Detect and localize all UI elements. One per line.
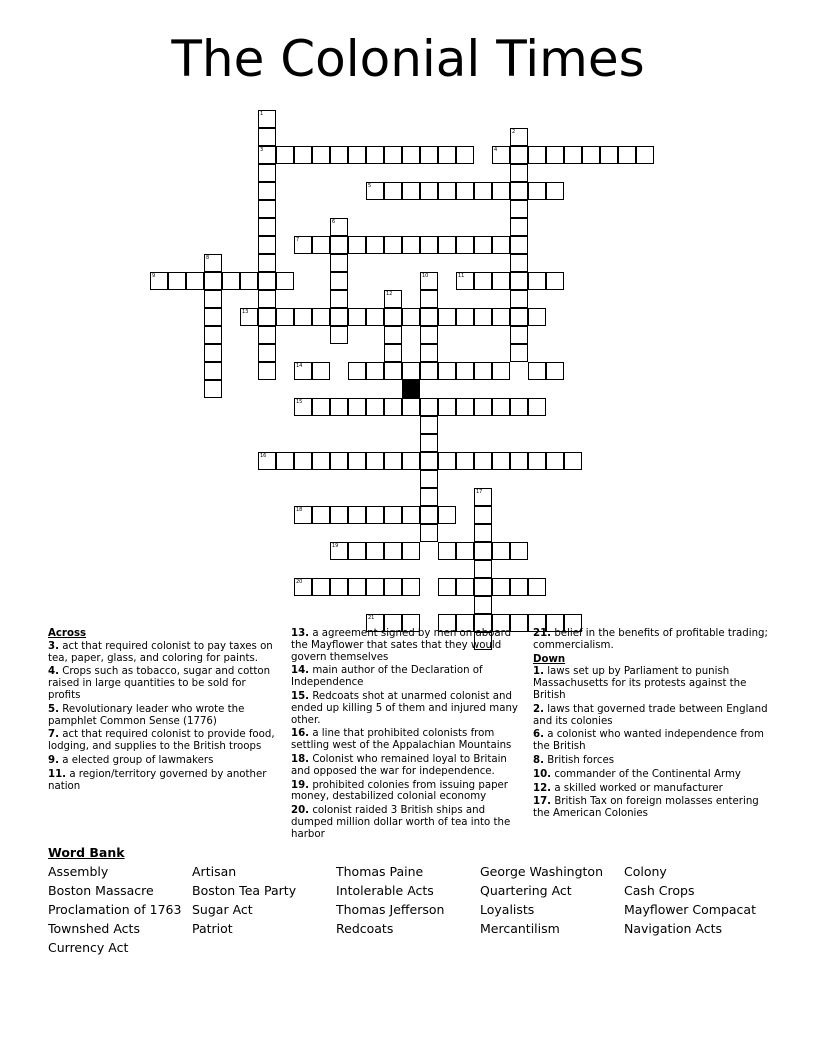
grid-cell[interactable] [240, 272, 258, 290]
grid-cell[interactable] [276, 452, 294, 470]
grid-cell[interactable] [384, 326, 402, 344]
clue-across-5: 5. Revolutionary leader who wrote the pamphlet Common Sense (1776) [48, 703, 245, 727]
grid-cell[interactable] [150, 272, 168, 290]
grid-cell[interactable] [456, 146, 474, 164]
grid-cell[interactable] [384, 578, 402, 596]
clue-down-12: 12. a skilled worked or manufacturer [533, 782, 723, 794]
clue-number: 16 [260, 453, 267, 459]
grid-cell[interactable] [402, 506, 420, 524]
grid-cell[interactable] [510, 236, 528, 254]
grid-cell[interactable] [456, 182, 474, 200]
clue-column-1 [48, 628, 280, 794]
grid-cell[interactable] [492, 146, 510, 164]
grid-cell[interactable] [456, 452, 474, 470]
grid-cell[interactable] [312, 452, 330, 470]
grid-cell[interactable] [312, 308, 330, 326]
grid-cell[interactable] [294, 578, 312, 596]
grid-cell[interactable] [204, 290, 222, 308]
grid-cell[interactable] [510, 182, 528, 200]
grid-cell[interactable] [546, 182, 564, 200]
grid-cell[interactable] [582, 146, 600, 164]
across-heading: Across [48, 628, 87, 639]
clue-across-3: 3. act that required colonist to pay taxes on tea, paper, glass, and coloring for paints. [48, 640, 273, 664]
word-bank-item: Navigation Acts [624, 921, 723, 936]
grid-cell[interactable] [474, 398, 492, 416]
grid-cell[interactable] [474, 488, 492, 506]
word-bank-item: Artisan [192, 864, 237, 879]
grid-cell[interactable] [420, 470, 438, 488]
clue-down-10: 10. commander of the Continental Army [533, 768, 741, 780]
grid-cell[interactable] [438, 542, 456, 560]
grid-cell[interactable] [456, 398, 474, 416]
grid-cell[interactable] [456, 236, 474, 254]
clue-number: 9 [152, 273, 156, 279]
grid-cell[interactable] [600, 146, 618, 164]
clue-number: 2 [512, 129, 516, 135]
grid-cell[interactable] [258, 272, 276, 290]
grid-cell[interactable] [312, 146, 330, 164]
grid-cell[interactable] [276, 146, 294, 164]
grid-cell[interactable] [528, 308, 546, 326]
clue-across-13: 13. a agreement signed by men on aboard the Mayflower that sates that they would govern themselves [291, 628, 512, 663]
grid-cell[interactable] [348, 236, 366, 254]
grid-cell[interactable] [636, 146, 654, 164]
clue-across-14: 14. main author of the Declaration of Independence [291, 665, 483, 689]
grid-cell[interactable] [276, 272, 294, 290]
word-bank-item: Intolerable Acts [336, 883, 434, 898]
grid-cell[interactable] [204, 362, 222, 380]
grid-cell[interactable] [222, 272, 240, 290]
clue-column-2 [291, 628, 523, 843]
word-bank-heading: Word Bank [48, 845, 125, 860]
grid-cell[interactable] [348, 542, 366, 560]
grid-cell[interactable] [366, 506, 384, 524]
word-bank-item: Redcoats [336, 921, 394, 936]
grid-cell[interactable] [546, 146, 564, 164]
grid-cell[interactable] [204, 326, 222, 344]
grid-cell[interactable] [258, 182, 276, 200]
grid-cell[interactable] [384, 236, 402, 254]
grid-cell[interactable] [420, 398, 438, 416]
grid-cell[interactable] [366, 236, 384, 254]
grid-cell[interactable] [258, 200, 276, 218]
clue-number: 8 [206, 255, 210, 261]
grid-cell[interactable] [474, 182, 492, 200]
grid-cell[interactable] [204, 272, 222, 290]
clue-number: 19 [332, 543, 339, 549]
grid-cell[interactable] [474, 596, 492, 614]
grid-cell[interactable] [330, 398, 348, 416]
clue-across-15: 15. Redcoats shot at unarmed colonist and ended up killing 5 of them and injured many other. [291, 690, 518, 726]
word-bank-item: Sugar Act [192, 902, 253, 917]
word-bank-item: Assembly [48, 864, 109, 879]
grid-cell[interactable] [330, 452, 348, 470]
grid-cell[interactable] [348, 398, 366, 416]
grid-cell[interactable] [330, 254, 348, 272]
grid-cell[interactable] [312, 236, 330, 254]
clue-across-7: 7. act that required colonist to provide food, lodging, and supplies to the British troops [48, 729, 275, 753]
grid-cell[interactable] [330, 290, 348, 308]
grid-cell[interactable] [438, 182, 456, 200]
grid-cell[interactable] [168, 272, 186, 290]
grid-cell[interactable] [276, 308, 294, 326]
word-bank-item: Mercantilism [480, 921, 560, 936]
grid-cell[interactable] [474, 362, 492, 380]
grid-cell[interactable] [402, 452, 420, 470]
grid-cell[interactable] [258, 110, 276, 128]
grid-cell[interactable] [384, 398, 402, 416]
clue-number: 6 [332, 219, 336, 225]
grid-cell[interactable] [456, 362, 474, 380]
grid-cell[interactable] [420, 290, 438, 308]
grid-cell[interactable] [438, 578, 456, 596]
grid-cell[interactable] [258, 146, 276, 164]
word-bank-item: Colony [624, 864, 667, 879]
grid-cell[interactable] [420, 434, 438, 452]
grid-cell[interactable] [384, 452, 402, 470]
word-bank-item: Patriot [192, 921, 233, 936]
grid-cell[interactable] [528, 578, 546, 596]
grid-cell[interactable] [528, 398, 546, 416]
grid-cell[interactable] [438, 362, 456, 380]
grid-cell[interactable] [402, 146, 420, 164]
grid-cell[interactable] [294, 398, 312, 416]
grid-cell[interactable] [510, 344, 528, 362]
word-bank-item: Thomas Jefferson [336, 902, 445, 917]
grid-cell[interactable] [510, 272, 528, 290]
grid-cell[interactable] [330, 308, 348, 326]
word-bank-item: Mayflower Compacat [624, 902, 756, 917]
grid-cell[interactable] [546, 452, 564, 470]
grid-cell[interactable] [510, 308, 528, 326]
grid-cell[interactable] [312, 506, 330, 524]
word-bank-item: Boston Tea Party [192, 883, 297, 898]
word-bank-item: Townshed Acts [48, 921, 140, 936]
grid-cell[interactable] [258, 452, 276, 470]
grid-cell[interactable] [510, 542, 528, 560]
grid-cell[interactable] [438, 452, 456, 470]
grid-cell[interactable] [330, 218, 348, 236]
clue-number: 15 [296, 399, 303, 405]
grid-cell[interactable] [402, 236, 420, 254]
puzzle-title: The Colonial Times [171, 30, 645, 88]
grid-cell[interactable] [258, 308, 276, 326]
grid-cell[interactable] [258, 218, 276, 236]
grid-cell[interactable] [420, 146, 438, 164]
clue-number: 7 [296, 237, 300, 243]
grid-cell[interactable] [438, 506, 456, 524]
clue-number: 18 [296, 507, 303, 513]
grid-cell[interactable] [384, 290, 402, 308]
grid-cell[interactable] [528, 362, 546, 380]
grid-cell[interactable] [366, 542, 384, 560]
grid-cell[interactable] [294, 146, 312, 164]
word-bank-item: Currency Act [48, 940, 129, 955]
grid-cell[interactable] [420, 524, 438, 542]
clue-number: 3 [260, 147, 264, 153]
grid-cell[interactable] [510, 326, 528, 344]
clue-number: 20 [296, 579, 303, 585]
grid-cell[interactable] [348, 452, 366, 470]
grid-cell[interactable] [204, 254, 222, 272]
grid-cell[interactable] [510, 398, 528, 416]
clue-number: 4 [494, 147, 498, 153]
grid-cell[interactable] [492, 578, 510, 596]
grid-cell[interactable] [420, 452, 438, 470]
grid-cell[interactable] [492, 362, 510, 380]
clue-number: 10 [422, 273, 429, 279]
clue-number: 13 [242, 309, 249, 315]
clue-across-21: 21. belief in the benefits of profitable trading; commercialism. [533, 628, 768, 651]
grid-cell[interactable] [366, 308, 384, 326]
grid-cell[interactable] [510, 146, 528, 164]
grid-cell[interactable] [384, 542, 402, 560]
grid-cell[interactable] [456, 272, 474, 290]
grid-cell[interactable] [312, 398, 330, 416]
word-bank-item: Proclamation of 1763 [48, 902, 182, 917]
grid-cell[interactable] [402, 398, 420, 416]
clue-number: 17 [476, 489, 483, 495]
grid-cell[interactable] [474, 578, 492, 596]
grid-cell[interactable] [510, 578, 528, 596]
grid-cell[interactable] [492, 272, 510, 290]
grid-cell[interactable] [402, 182, 420, 200]
clue-across-19: 19. prohibited colonies from issuing paper money, destabilized colonial economy [291, 779, 508, 803]
grid-cell[interactable] [312, 578, 330, 596]
grid-cell[interactable] [438, 308, 456, 326]
grid-cell[interactable] [384, 146, 402, 164]
grid-cell[interactable] [420, 308, 438, 326]
grid-cell[interactable] [312, 362, 330, 380]
grid-cell[interactable] [420, 326, 438, 344]
grid-cell[interactable] [330, 506, 348, 524]
grid-cell[interactable] [348, 506, 366, 524]
clue-across-20: 20. colonist raided 3 British ships and dumped million dollar worth of tea into the harbor [291, 805, 511, 840]
grid-cell[interactable] [510, 254, 528, 272]
clue-down-17: 17. British Tax on foreign molasses entering the American Colonies [533, 796, 759, 820]
clue-number: 12 [386, 291, 393, 297]
grid-cell[interactable] [510, 452, 528, 470]
word-bank-item: Thomas Paine [336, 864, 424, 879]
grid-cell[interactable] [330, 272, 348, 290]
clue-across-11: 11. a region/territory governed by another nation [48, 768, 267, 792]
clue-column-3 [533, 628, 768, 822]
grid-cell[interactable] [528, 452, 546, 470]
grid-cell[interactable] [366, 578, 384, 596]
grid-cell[interactable] [474, 272, 492, 290]
grid-cell[interactable] [294, 506, 312, 524]
clue-across-9: 9. a elected group of lawmakers [48, 754, 214, 766]
word-bank-item: Quartering Act [480, 883, 572, 898]
clue-down-8: 8. British forces [533, 754, 615, 766]
grid-cell[interactable] [438, 236, 456, 254]
grid-cell[interactable] [330, 236, 348, 254]
grid-cell[interactable] [186, 272, 204, 290]
grid-cell[interactable] [474, 236, 492, 254]
word-bank-item: Boston Massacre [48, 883, 154, 898]
clue-number: 5 [368, 183, 372, 189]
grid-cell[interactable] [528, 146, 546, 164]
grid-cell[interactable] [402, 308, 420, 326]
grid-cell[interactable] [402, 578, 420, 596]
grid-cell[interactable] [366, 182, 384, 200]
clue-number: 14 [296, 363, 303, 369]
clue-down-1: 1. laws set up by Parliament to punish Massachusetts for its protests against the British [533, 666, 747, 701]
grid-cell[interactable] [546, 362, 564, 380]
word-bank-item: Loyalists [480, 902, 535, 917]
grid-cell[interactable] [474, 560, 492, 578]
clue-number: 1 [260, 111, 264, 117]
down-heading: Down [533, 653, 566, 665]
grid-cell[interactable] [492, 398, 510, 416]
grid-cell[interactable] [384, 182, 402, 200]
grid-cell[interactable] [420, 506, 438, 524]
grid-cell[interactable] [204, 380, 222, 398]
grid-cell[interactable] [474, 308, 492, 326]
word-bank-item: Cash Crops [624, 883, 695, 898]
grid-cell[interactable] [474, 452, 492, 470]
grid-cell[interactable] [294, 362, 312, 380]
grid-cell[interactable] [348, 362, 366, 380]
grid-cell[interactable] [510, 200, 528, 218]
grid-cell[interactable] [420, 362, 438, 380]
grid-cell[interactable] [258, 128, 276, 146]
grid-cell[interactable] [420, 488, 438, 506]
grid-cell[interactable] [348, 308, 366, 326]
grid-cell[interactable] [510, 164, 528, 182]
grid-cell[interactable] [402, 362, 420, 380]
grid-cell[interactable] [204, 308, 222, 326]
clue-down-2: 2. laws that governed trade between England and its colonies [533, 703, 768, 727]
grid-cell[interactable] [474, 506, 492, 524]
grid-cell[interactable] [330, 542, 348, 560]
grid-cell[interactable] [348, 578, 366, 596]
grid-cell[interactable] [438, 398, 456, 416]
grid-cell[interactable] [420, 344, 438, 362]
grid-cell[interactable] [294, 308, 312, 326]
grid-cell[interactable] [366, 452, 384, 470]
grid-cell[interactable] [384, 344, 402, 362]
grid-cell[interactable] [510, 290, 528, 308]
grid-cell[interactable] [384, 506, 402, 524]
grid-cell[interactable] [258, 290, 276, 308]
grid-cell[interactable] [420, 272, 438, 290]
clue-number: 11 [458, 273, 465, 279]
grid-cell[interactable] [366, 146, 384, 164]
grid-cell[interactable] [474, 542, 492, 560]
clue-across-4: 4. Crops such as tobacco, sugar and cotton raised in large quantities to be sold for profits [48, 666, 271, 701]
clue-number: 21 [368, 615, 375, 621]
grid-cell[interactable] [528, 272, 546, 290]
grid-cell[interactable] [366, 362, 384, 380]
grid-cell[interactable] [366, 398, 384, 416]
grid-cell[interactable] [492, 182, 510, 200]
grid-cell[interactable] [492, 236, 510, 254]
grid-cell[interactable] [510, 218, 528, 236]
grid-cell[interactable] [546, 272, 564, 290]
clue-down-6: 6. a colonist who wanted independence from the British [533, 729, 764, 753]
grid-cell[interactable] [258, 344, 276, 362]
grid-cell[interactable] [564, 146, 582, 164]
grid-cell[interactable] [240, 308, 258, 326]
grid-cell[interactable] [402, 542, 420, 560]
grid-cell[interactable] [330, 146, 348, 164]
black-square [402, 380, 420, 398]
grid-cell[interactable] [528, 182, 546, 200]
grid-cell[interactable] [420, 182, 438, 200]
grid-cell[interactable] [456, 308, 474, 326]
grid-cell[interactable] [456, 542, 474, 560]
grid-cell[interactable] [384, 362, 402, 380]
grid-cell[interactable] [294, 236, 312, 254]
grid-cell[interactable] [420, 416, 438, 434]
word-bank-item: George Washington [480, 864, 603, 879]
grid-cell[interactable] [204, 344, 222, 362]
grid-cell[interactable] [618, 146, 636, 164]
grid-cell[interactable] [438, 146, 456, 164]
grid-cell[interactable] [492, 542, 510, 560]
grid-cell[interactable] [258, 164, 276, 182]
grid-cell[interactable] [258, 362, 276, 380]
grid-cell[interactable] [294, 452, 312, 470]
grid-cell[interactable] [384, 308, 402, 326]
grid-cell[interactable] [330, 578, 348, 596]
grid-cell[interactable] [258, 254, 276, 272]
grid-cell[interactable] [420, 236, 438, 254]
clue-across-16: 16. a line that prohibited colonists from settling west of the Appalachian Mountains [291, 728, 512, 752]
grid-cell[interactable] [456, 578, 474, 596]
grid-cell[interactable] [474, 524, 492, 542]
grid-cell[interactable] [258, 326, 276, 344]
clue-across-18: 18. Colonist who remained loyal to Britain and opposed the war for independence. [291, 753, 507, 777]
grid-cell[interactable] [258, 236, 276, 254]
grid-cell[interactable] [492, 308, 510, 326]
grid-cell[interactable] [564, 452, 582, 470]
grid-cell[interactable] [492, 452, 510, 470]
grid-cell[interactable] [330, 326, 348, 344]
grid-cell[interactable] [348, 146, 366, 164]
grid-cell[interactable] [510, 128, 528, 146]
